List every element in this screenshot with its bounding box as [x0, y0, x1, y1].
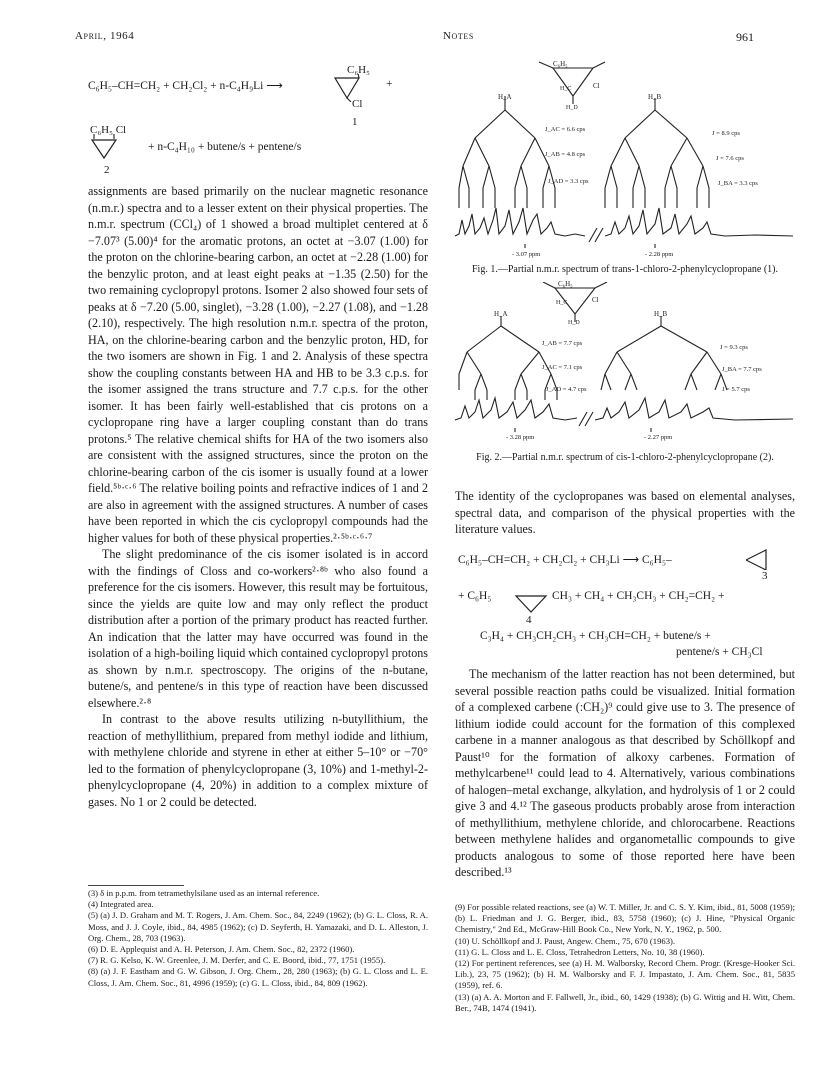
- fig2-ppm-left: - 3.28 ppm: [506, 434, 535, 441]
- cyclopropyl-group-3: [746, 548, 772, 570]
- fig2-coupling-label: J_AD = 4.7 cps: [546, 386, 587, 393]
- fig2-coupling-label: J_AC = 7.1 cps: [542, 364, 583, 371]
- paragraph-methyllithium: In contrast to the above results utilizing n-butyllithium, the reaction of methyllithium, prepared from methyl iodide and lithium, with methylene chloride and styrene in ether at either 5–10° or −70° led to the formation of phenylcyclopropane (3, 10%) and 1-methyl-2-phenylcyclopropane (4, 20%) in addition to a complex mixture of gases. No 1 or 2 could be detected.: [88, 712, 428, 809]
- scheme1-product1-substituent: C₆H₅: [347, 64, 370, 76]
- left-footnotes: [88, 888, 428, 989]
- paragraph-nmr-assignments: assignments are based primarily on the nuclear magnetic resonance (n.m.r.) spectra and to a lesser extent on their physical properties. The n.m.r. spectrum (CCl₄) of 1 showed a broad multiplet centered at δ −7.07³ (5.00)⁴ for the aromatic protons, an octet at −3.07 (1.00) for the proton on the chlorine-bearing carbon, an octet at −2.28 (1.00) for the benzylic proton, and at least eight peaks at −1.35 (2.50) for the two remaining cyclopropyl protons. Isomer 2 also showed four sets of peaks at δ −7.20 (5.00, singlet), −3.28 (1.00), −2.27 (1.08), and −1.28 (2.10), respectively. The high resolution n.m.r. spectra of the proton, HA, on the chlorine-bearing carbon and the benzylic proton, HD, for the two isomers are shown in Fig. 1 and 2. Analysis of these spectra show the coupling constants between HA and HB to be 3.3 c.p.s. for the isomer assigned the trans structure and 7.7 c.p.s. for the other isomer. It has been fairly well-established that cis protons on a cyclopropane ring have a larger coupling constant than do trans protons.⁵ The relative chemical shifts for HA of the two isomers also are consistent with the assigned structures, since the proton on the chlorine-bearing carbon of the cis isomer is usually found at a lower field.⁵ᵇ·ᶜ·⁶ The relative boiling points and refractive indices of 1 and 2 are also in agreement with the assigned structures. A number of cases have been reported in which the cis cyclopropyl compounds had the higher values for both of these physical properties.²·⁵ᵇ·ᶜ·⁶·⁷: [88, 184, 428, 545]
- scheme1-reaction-line: C₆H₅–CH=CH₂ + CH₂Cl₂ + n-C₄H₉Li ⟶: [88, 80, 283, 92]
- figure1-nmr-spectrum: [455, 58, 795, 258]
- footnote: (4) Integrated area.: [88, 899, 154, 910]
- compound-label-4: 4: [526, 614, 532, 626]
- scheme1-product2-substituents: C₆H₅ Cl: [90, 124, 127, 136]
- fig1-ppm-right: - 2.28 ppm: [645, 251, 674, 258]
- compound-label-2: 2: [104, 164, 110, 176]
- fig1-coupling-label: J = 7.6 cps: [716, 155, 744, 162]
- left-column-body: [88, 183, 428, 810]
- scheme2-line2-rest: CH₃ + CH₄ + CH₃CH₃ + CH₂=CH₂ +: [552, 590, 725, 602]
- paragraph-mechanism: The mechanism of the latter reaction has not been determined, but several possible reaction paths could be visualized. Initial formation of a complexed carbene (:CH₂)⁹ could give use to 3. The presence of lithium iodide could account for the formation of this complexed carbene in a manner analogous as that described by Schöllkopf and Paust¹⁰ for the formation of alkoxy carbenes. Formation of methylcarbene¹¹ could lead to 4. Alternatively, various combinations of halogen–metal exchange, alkylation, and hydrolysis of 1 or 2 could give 3 and 4.¹² The gaseous products probably arose from interaction of methyllithium, methylene chloride, and chlorocarbene. Reactions between methylene halides and organometallic compounds to give products analogous to some of those reported here have been described.¹³: [455, 667, 795, 879]
- footnote: (13) (a) A. A. Morton and F. Fallwell, Jr., ibid., 60, 1429 (1938); (b) G. Wittig and H. Witt, Chem. Ber., 74B, 1474 (1941).: [455, 991, 795, 1013]
- fig1-coupling-label: J_AC = 6.6 cps: [545, 126, 586, 133]
- footnote: (8) (a) J. F. Eastham and G. W. Gibson, J. Org. Chem., 28, 280 (1963); (b) G. L. Closs and L. E. Closs, J. Am. Chem. Soc., 81, 4996 (1959); (c) G. L. Closs, ibid., 84, 809 (1962).: [88, 966, 428, 988]
- fig1-struct-chloro: Cl: [593, 82, 600, 90]
- fig2-struct-hb: H_B: [654, 310, 668, 318]
- fig1-struct-hb: H_B: [648, 93, 662, 101]
- fig2-struct-phenyl: C₆H₅: [558, 280, 573, 288]
- fig1-ppm-left: - 3.07 ppm: [512, 251, 541, 258]
- scheme1-product1-chloro: Cl: [352, 98, 363, 110]
- footnote: (6) D. E. Applequist and A. H. Peterson, J. Am. Chem. Soc., 82, 2372 (1960).: [88, 944, 355, 955]
- scheme2-line4: pentene/s + CH₃Cl: [676, 646, 763, 658]
- figure2-caption: Fig. 2.—Partial n.m.r. spectrum of cis-1-chloro-2-phenylcyclopropane (2).: [476, 452, 774, 463]
- right-paragraph-mechanism: [455, 666, 795, 881]
- footnote: (7) R. G. Kelso, K. W. Greenlee, J. M. Derfer, and C. E. Boord, ibid., 77, 1751 (1955).: [88, 955, 386, 966]
- figure2-nmr-spectrum: [455, 282, 795, 442]
- footnote: (12) For pertinent references, see (a) H. M. Walborsky, Record Chem. Progr. (Kresge-Hooker Sci. Lib.), 23, 75 (1962); (b) H. M. Walborsky and F. J. Impastato, J. Am. Chem. Soc., 81, 5835 (1959), ref. 6.: [455, 958, 795, 991]
- scheme2-line3: C₃H₄ + CH₃CH₂CH₃ + CH₃CH=CH₂ + butene/s +: [480, 630, 711, 642]
- footnote: (10) U. Schöllkopf and J. Paust, Angew. Chem., 75, 670 (1963).: [455, 935, 675, 946]
- fig2-struct-ha: H_A: [494, 310, 508, 318]
- cyclopropane-ring-2: [88, 134, 122, 162]
- running-header-section: Notes: [443, 30, 474, 42]
- fig2-struct-chloro: Cl: [592, 296, 599, 304]
- paragraph-cis-predominance: The slight predominance of the cis isomer isolated is in accord with the findings of Closs and co-workers²·⁸ᵇ who also found a preference for the cis isomers. However, this result may be fortuitous, since the yields are quite low and may only reflect the product distribution after a portion of the primary product has reacted further. An indication that the latter may have occurred was found in the isolation of a high-boiling liquid which contained cyclopropyl protons as shown by n.m.r. spectroscopy. The origins of the n-butane, butene/s, and pentene/s in this type of reaction have been discussed elsewhere.²·⁸: [88, 547, 428, 710]
- fig1-coupling-label: J = 8.9 cps: [712, 130, 740, 137]
- scheme1-plus: +: [386, 78, 393, 90]
- fig1-struct-hc: H_C: [560, 86, 572, 92]
- fig1-coupling-label: J_BA = 3.3 cps: [718, 180, 758, 187]
- fig2-coupling-label: J = 9.3 cps: [720, 344, 748, 351]
- running-header-date: April, 1964: [75, 30, 135, 42]
- compound-label-1: 1: [352, 116, 358, 128]
- fig1-struct-ha: H_A: [498, 93, 512, 101]
- footnote: (5) (a) J. D. Graham and M. T. Rogers, J. Am. Chem. Soc., 84, 2249 (1962); (b) G. L. Closs, R. A. Moss, and J. J. Coyle, ibid., 84, 4985 (1962); (c) D. Seyferth, H. Yamazaki, and D. L. Alleston, J. Org. Chem., 28, 703 (1963).: [88, 910, 428, 943]
- fig2-coupling-label: J = 5.7 cps: [722, 386, 750, 393]
- right-footnotes: [455, 902, 795, 1014]
- fig2-struct-hc: H_C: [556, 300, 568, 306]
- fig1-struct-phenyl: C₆H₅: [553, 60, 568, 68]
- footnote: (9) For possible related reactions, see (a) W. T. Miller, Jr. and C. S. Y. Kim, ibid., 81, 5008 (1959); (b) L. Friedman and J. G. Berger, ibid., 83, 5758 (1960); (c) J. Hine, "Physical Organic Chemistry," 2nd Ed., McGraw-Hill Book Co., New York, N. Y., 1962, p. 500.: [455, 902, 795, 935]
- footnote-rule-left: [88, 885, 184, 886]
- page-number: 961: [736, 30, 754, 44]
- compound-label-3: 3: [762, 570, 768, 582]
- right-paragraph-identity: [455, 488, 795, 538]
- fig2-coupling-label: J_AB = 7.7 cps: [542, 340, 583, 347]
- footnote: (11) G. L. Closs and L. E. Closs, Tetrahedron Letters, No. 10, 38 (1960).: [455, 946, 705, 957]
- scheme2-line2-start: + C₆H₅: [458, 590, 492, 602]
- cyclopropane-ring-4: [512, 590, 552, 614]
- fig1-struct-hd: H_D: [566, 105, 578, 111]
- fig2-struct-hd: H_D: [568, 320, 580, 326]
- paragraph-identity: The identity of the cyclopropanes was based on elemental analyses, spectral data, and comparison of the physical properties with the literature values.: [455, 489, 795, 536]
- fig1-coupling-label: J_AD = 3.3 cps: [548, 178, 589, 185]
- figure1-caption: Fig. 1.—Partial n.m.r. spectrum of trans-1-chloro-2-phenylcyclopropane (1).: [471, 264, 779, 275]
- scheme1-line2-coproducts: + n-C₄H₁₀ + butene/s + pentene/s: [148, 141, 302, 153]
- fig1-coupling-label: J_AB = 4.8 cps: [545, 151, 586, 158]
- footnote: (3) δ in p.p.m. from tetramethylsilane used as an internal reference.: [88, 888, 320, 898]
- scheme2-reaction-line: C₆H₅–CH=CH₂ + CH₂Cl₂ + CH₃Li ⟶ C₆H₅–: [458, 554, 672, 566]
- fig2-ppm-right: - 2.27 ppm: [644, 434, 673, 441]
- fig2-coupling-label: J_BA = 7.7 cps: [722, 366, 762, 373]
